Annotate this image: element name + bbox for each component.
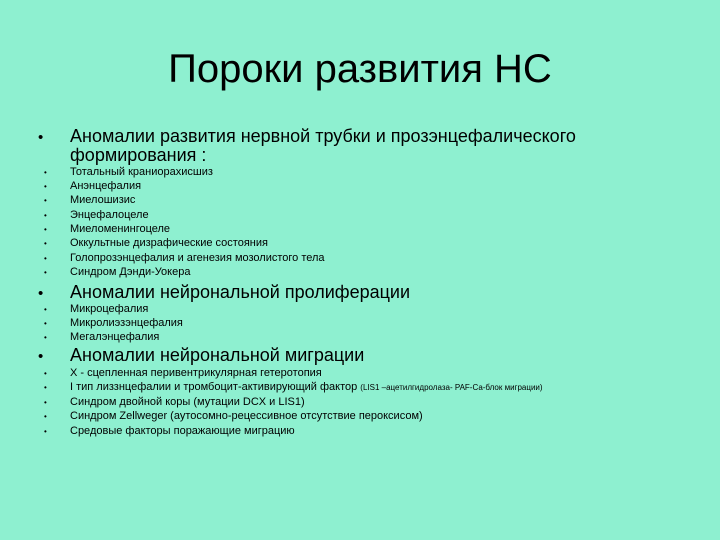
list-item-text: Мегалэнцефалия (70, 331, 160, 343)
bullet-icon: • (44, 398, 47, 407)
list-item-main-text: I тип лиззнцефалии и тромбоцит-активирующий фактор (70, 381, 358, 393)
bullet-icon: • (44, 239, 47, 248)
list-item-text: Оккультные дизрафические состояния (70, 237, 268, 249)
list-item-text: Миеломенингоцеле (70, 223, 171, 235)
section-heading-text: Аномалии нейрональной пролиферации (70, 282, 411, 302)
slide-title: Пороки развития НС (168, 47, 552, 91)
bullet-icon: • (38, 348, 44, 365)
bullet-icon: • (44, 333, 47, 342)
list-item-text: Миелошизис (70, 194, 136, 206)
bullet-icon: • (44, 268, 47, 277)
bullet-icon: • (44, 182, 47, 191)
bullet-icon: • (44, 196, 47, 205)
list-item-text: Синдром двойной коры (мутации DCX и LIS1) (70, 396, 305, 408)
bullet-icon: • (44, 168, 47, 177)
bullet-icon: • (44, 254, 47, 263)
list-item-text: Тотальный краниорахисшиз (70, 166, 213, 178)
list-item-text: Микроцефалия (70, 303, 149, 315)
bullet-icon: • (44, 305, 47, 314)
bullet-icon: • (44, 225, 47, 234)
bullet-icon: • (44, 383, 47, 392)
list-item-text: Голопрозэнцефалия и агенезия мозолистого тела (70, 252, 325, 264)
list-item-text: Микролиэзэнцефалия (70, 317, 183, 329)
list-item-note: (LIS1 –ацетилгидролаза- PAF-Са-блок миграции) (360, 383, 543, 392)
list-item-text (70, 381, 543, 394)
bullet-icon: • (44, 211, 47, 220)
section-heading-text: Аномалии нейрональной миграции (70, 345, 365, 365)
list-item-text: Х - сцепленная перивентрикулярная гетеротопия (70, 367, 322, 379)
list-item-text: Синдром Zellweger (аутосомно-рецессивное отсутствие пероксисом) (70, 410, 423, 422)
bullet-icon: • (44, 319, 47, 328)
list-item-text: Синдром Дэнди-Уокера (70, 266, 191, 278)
bullet-icon: • (38, 285, 44, 302)
bullet-icon: • (44, 412, 47, 421)
bullet-icon: • (44, 369, 47, 378)
list-item-text: Средовые факторы поражающие миграцию (70, 425, 295, 437)
bullet-icon: • (44, 427, 47, 436)
bullet-icon: • (38, 129, 44, 146)
section-heading-text: Аномалии развития нервной трубки и прозэнцефалического формирования : (70, 126, 576, 165)
list-item-text: Анэнцефалия (70, 180, 142, 192)
list-item-text: Энцефалоцеле (70, 209, 149, 221)
